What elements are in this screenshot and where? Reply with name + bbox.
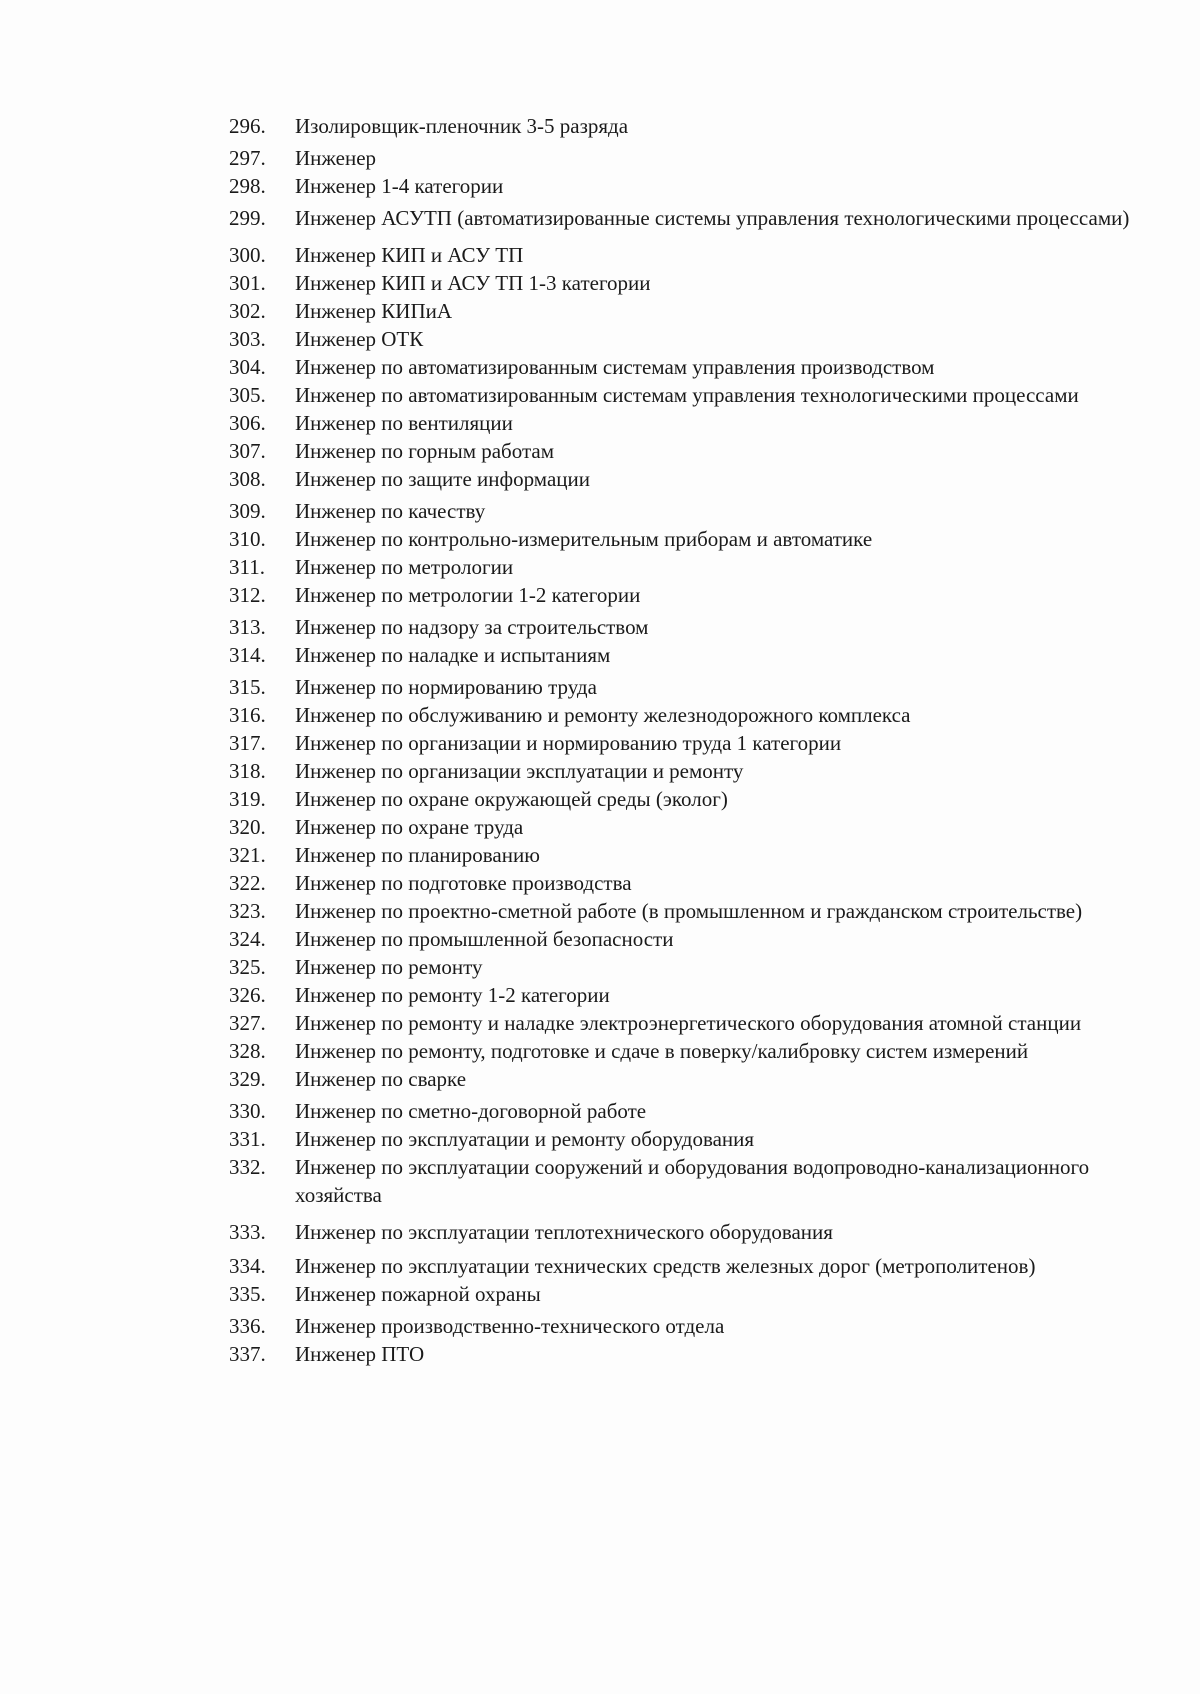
- item-text: Инженер КИП и АСУ ТП: [295, 243, 524, 267]
- list-item: [229, 841, 1169, 869]
- item-number: 332.: [229, 1155, 266, 1179]
- item-text: Инженер по обслуживанию и ремонту железнодорожного комплекса: [295, 703, 911, 727]
- item-number: 335.: [229, 1282, 266, 1306]
- item-number: 336.: [229, 1314, 266, 1338]
- list-item: [229, 785, 1169, 813]
- item-number: 331.: [229, 1127, 266, 1151]
- list-item: [229, 353, 1169, 381]
- item-text: Инженер по охране окружающей среды (эколог): [295, 787, 728, 811]
- item-number: 321.: [229, 843, 266, 867]
- list-item: [229, 241, 1169, 269]
- item-number: 326.: [229, 983, 266, 1007]
- item-text: Инженер по горным работам: [295, 439, 555, 463]
- item-text: Инженер по эксплуатации теплотехнического оборудования: [295, 1220, 833, 1244]
- item-number: 318.: [229, 759, 266, 783]
- item-text: Инженер пожарной охраны: [295, 1282, 541, 1306]
- list-item: [229, 1252, 1169, 1280]
- item-number: 305.: [229, 383, 266, 407]
- list-item: [229, 641, 1169, 669]
- list-item: [229, 553, 1169, 581]
- list-item: [229, 204, 1169, 232]
- item-number: 297.: [229, 146, 266, 170]
- item-number: 312.: [229, 583, 266, 607]
- item-text: Инженер по автоматизированным системам управления технологическими процессами: [295, 383, 1079, 407]
- item-text: Инженер по качеству: [295, 499, 486, 523]
- item-text: Инженер по надзору за строительством: [295, 615, 649, 639]
- item-number: 316.: [229, 703, 266, 727]
- list-item: [229, 813, 1169, 841]
- item-text: Инженер по ремонту: [295, 955, 483, 979]
- item-text: Инженер по промышленной безопасности: [295, 927, 674, 951]
- item-number: 307.: [229, 439, 266, 463]
- item-text: Инженер по метрологии: [295, 555, 514, 579]
- item-text: Инженер КИП и АСУ ТП 1-3 категории: [295, 271, 651, 295]
- item-number: 317.: [229, 731, 266, 755]
- item-text: Инженер: [295, 146, 377, 170]
- item-text: Инженер ОТК: [295, 327, 424, 351]
- item-text: Инженер по проектно-сметной работе (в промышленном и гражданском строительстве): [295, 899, 1083, 923]
- list-item: [229, 1218, 1169, 1246]
- profession-list: [229, 112, 1169, 1368]
- item-number: 310.: [229, 527, 266, 551]
- item-text: Инженер по планированию: [295, 843, 540, 867]
- list-item: [229, 525, 1169, 553]
- item-text: Инженер по ремонту, подготовке и сдаче в поверку/калибровку систем измерений: [295, 1039, 1029, 1063]
- list-item: [229, 381, 1169, 409]
- item-text: Изолировщик-пленочник 3-5 разряда: [295, 114, 629, 138]
- list-item: [229, 297, 1169, 325]
- item-number: 323.: [229, 899, 266, 923]
- item-text: Инженер ПТО: [295, 1342, 425, 1366]
- item-number: 298.: [229, 174, 266, 198]
- list-item: [229, 1340, 1169, 1368]
- list-item: [229, 1153, 1169, 1209]
- list-item: [229, 437, 1169, 465]
- item-number: 301.: [229, 271, 266, 295]
- item-number: 334.: [229, 1254, 266, 1278]
- item-number: 314.: [229, 643, 266, 667]
- item-number: 337.: [229, 1342, 266, 1366]
- list-item: [229, 953, 1169, 981]
- item-text: Инженер по вентиляции: [295, 411, 513, 435]
- item-text: Инженер производственно-технического отдела: [295, 1314, 725, 1338]
- item-text: Инженер по охране труда: [295, 815, 524, 839]
- item-text: Инженер по эксплуатации сооружений и оборудования водопроводно-канализационного хозяйства: [295, 1155, 1090, 1207]
- item-text: Инженер КИПиА: [295, 299, 453, 323]
- item-number: 299.: [229, 206, 266, 230]
- list-item: [229, 729, 1169, 757]
- list-item: [229, 613, 1169, 641]
- list-item: [229, 1280, 1169, 1308]
- list-item: [229, 269, 1169, 297]
- list-item: [229, 409, 1169, 437]
- list-item: [229, 144, 1169, 172]
- item-text: Инженер по автоматизированным системам управления производством: [295, 355, 935, 379]
- item-number: 306.: [229, 411, 266, 435]
- item-number: 296.: [229, 114, 266, 138]
- item-text: Инженер по контрольно-измерительным приборам и автоматике: [295, 527, 873, 551]
- item-text: Инженер по метрологии 1-2 категории: [295, 583, 641, 607]
- list-item: [229, 1097, 1169, 1125]
- item-number: 303.: [229, 327, 266, 351]
- list-item: [229, 112, 1169, 140]
- list-item: [229, 581, 1169, 609]
- list-item: [229, 981, 1169, 1009]
- list-item: [229, 869, 1169, 897]
- item-text: Инженер по сварке: [295, 1067, 467, 1091]
- item-number: 330.: [229, 1099, 266, 1123]
- item-number: 304.: [229, 355, 266, 379]
- item-text: Инженер 1-4 категории: [295, 174, 504, 198]
- item-text: Инженер по ремонту и наладке электроэнергетического оборудования атомной станции: [295, 1011, 1082, 1035]
- item-number: 320.: [229, 815, 266, 839]
- item-text: Инженер по ремонту 1-2 категории: [295, 983, 610, 1007]
- item-number: 315.: [229, 675, 266, 699]
- item-number: 327.: [229, 1011, 266, 1035]
- list-item: [229, 925, 1169, 953]
- list-item: [229, 1037, 1169, 1065]
- item-text: Инженер по эксплуатации и ремонту оборудования: [295, 1127, 755, 1151]
- list-item: [229, 465, 1169, 493]
- list-item: [229, 1065, 1169, 1093]
- item-text: Инженер по защите информации: [295, 467, 590, 491]
- item-number: 333.: [229, 1220, 266, 1244]
- item-text: Инженер по эксплуатации технических средств железных дорог (метрополитенов): [295, 1254, 1036, 1278]
- item-number: 325.: [229, 955, 266, 979]
- item-number: 302.: [229, 299, 266, 323]
- list-item: [229, 497, 1169, 525]
- item-text: Инженер по сметно-договорной работе: [295, 1099, 647, 1123]
- item-number: 311.: [229, 555, 265, 579]
- item-text: Инженер по подготовке производства: [295, 871, 632, 895]
- list-item: [229, 757, 1169, 785]
- item-number: 313.: [229, 615, 266, 639]
- list-item: [229, 1312, 1169, 1340]
- item-number: 329.: [229, 1067, 266, 1091]
- item-number: 309.: [229, 499, 266, 523]
- item-number: 308.: [229, 467, 266, 491]
- item-number: 319.: [229, 787, 266, 811]
- list-item: [229, 1125, 1169, 1153]
- list-item: [229, 172, 1169, 200]
- item-number: 324.: [229, 927, 266, 951]
- item-text: Инженер по нормированию труда: [295, 675, 597, 699]
- list-item: [229, 1009, 1169, 1037]
- item-number: 322.: [229, 871, 266, 895]
- item-text: Инженер АСУТП (автоматизированные системы управления технологическими процессами): [295, 206, 1130, 230]
- list-item: [229, 673, 1169, 701]
- item-number: 328.: [229, 1039, 266, 1063]
- item-text: Инженер по организации и нормированию труда 1 категории: [295, 731, 842, 755]
- list-item: [229, 701, 1169, 729]
- item-text: Инженер по организации эксплуатации и ремонту: [295, 759, 744, 783]
- item-number: 300.: [229, 243, 266, 267]
- item-text: Инженер по наладке и испытаниям: [295, 643, 611, 667]
- list-item: [229, 897, 1169, 925]
- list-item: [229, 325, 1169, 353]
